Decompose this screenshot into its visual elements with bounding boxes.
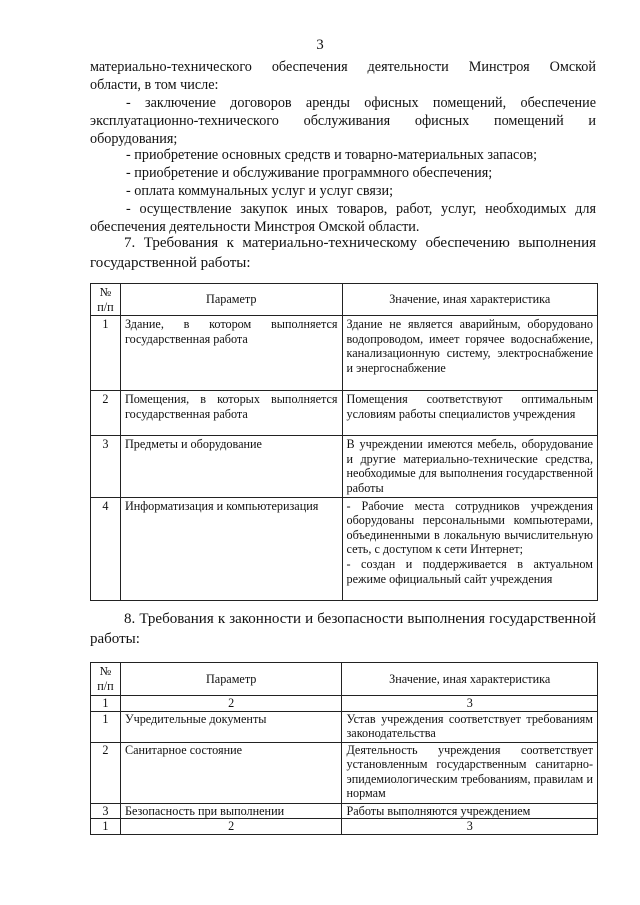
table-row <box>91 316 598 391</box>
row-number: 4 <box>91 497 121 600</box>
row-value-part-2: - создан и поддерживается в актуальном режиме официальный сайт учреждения <box>346 556 593 586</box>
header-value: Значение, иная характеристика <box>342 663 598 696</box>
header-parameter: Параметр <box>120 284 342 316</box>
row-number: 2 <box>91 391 121 436</box>
intro-paragraph <box>90 58 596 94</box>
row-number: 3 <box>91 436 121 497</box>
bullet-item-4: - оплата коммунальных услуг и услуг связи; <box>126 183 394 199</box>
table-row <box>91 711 598 742</box>
bullet-item-5: - осуществление закупок иных товаров, работ, услуг, необходимых для обеспечения деятельности Минстроя Омской области. <box>90 201 596 235</box>
section-8-heading: 8. Требования к законности и безопасности выполнения государственной работы: <box>90 611 596 647</box>
bullet-item-2: - приобретение основных средств и товарно-материальных запасов; <box>126 147 538 163</box>
table-row <box>91 391 598 436</box>
table-row <box>91 742 598 803</box>
row-number: 1 <box>91 711 121 742</box>
table-footer-row <box>91 819 598 835</box>
row-parameter: Санитарное состояние <box>120 742 342 803</box>
row-value: Работы выполняются учреждением <box>342 803 598 819</box>
intro-line-2: области, в том числе: <box>90 77 219 93</box>
table-row <box>91 497 598 600</box>
row-value: В учреждении имеются мебель, оборудование и другие материально-технические средства, необходимые для выполнения государственной работы <box>342 436 597 497</box>
row-value: Здание не является аварийным, оборудовано водопроводом, имеет горячее водоснабжение, канализационную систему, электроснабжение и энергоснабжение <box>342 316 597 391</box>
row-parameter: Информатизация и компьютеризация <box>120 497 342 600</box>
row-number: 2 <box>91 742 121 803</box>
row-value: Деятельность учреждения соответствует установленным государственным санитарно-эпидемиологическим требованиям, правилам и нормам <box>342 742 598 803</box>
table-row <box>91 436 598 497</box>
row-parameter: Здание, в котором выполняется государственная работа <box>120 316 342 391</box>
row-value: Помещения соответствуют оптимальным условиям работы специалистов учреждения <box>342 391 597 436</box>
header-parameter: Параметр <box>120 663 342 696</box>
row-number: 1 <box>91 316 121 391</box>
index-cell: 2 <box>120 819 342 835</box>
table-header-row <box>91 663 598 696</box>
row-value <box>342 497 597 600</box>
row-parameter: Помещения, в которых выполняется государственная работа <box>120 391 342 436</box>
header-number: № п/п <box>91 284 121 316</box>
section-7-heading: 7. Требования к материально-техническому обеспечению выполнения государственной работы: <box>90 235 596 271</box>
row-parameter: Безопасность при выполнении <box>120 803 342 819</box>
row-parameter: Учредительные документы <box>120 711 342 742</box>
row-value-part-1: - Рабочие места сотрудников учреждения оборудованы персональными компьютерами, объединенными в локальную вычислительную сеть, с доступом к сети Интернет; <box>346 498 593 557</box>
page-number: 3 <box>316 37 324 53</box>
index-cell: 2 <box>120 696 342 712</box>
header-number: № п/п <box>91 663 121 696</box>
header-value: Значение, иная характеристика <box>342 284 597 316</box>
bullet-item-3: - приобретение и обслуживание программного обеспечения; <box>126 165 493 181</box>
section-7-table <box>90 283 598 601</box>
intro-line-1: материально-технического обеспечения деятельности Минстроя Омской <box>90 59 596 75</box>
bullet-item-1: - заключение договоров аренды офисных помещений, обеспечение эксплуатационно-технического обслуживания офисных помещений и оборудования; <box>90 95 596 147</box>
row-number: 3 <box>91 803 121 819</box>
table-index-row <box>91 696 598 712</box>
row-parameter: Предметы и оборудование <box>120 436 342 497</box>
index-cell: 1 <box>91 819 121 835</box>
row-value: Устав учреждения соответствует требованиям законодательства <box>342 711 598 742</box>
index-cell: 3 <box>342 819 598 835</box>
table-row <box>91 803 598 819</box>
index-cell: 1 <box>91 696 121 712</box>
table-header-row <box>91 284 598 316</box>
section-8-table <box>90 662 598 835</box>
index-cell: 3 <box>342 696 598 712</box>
